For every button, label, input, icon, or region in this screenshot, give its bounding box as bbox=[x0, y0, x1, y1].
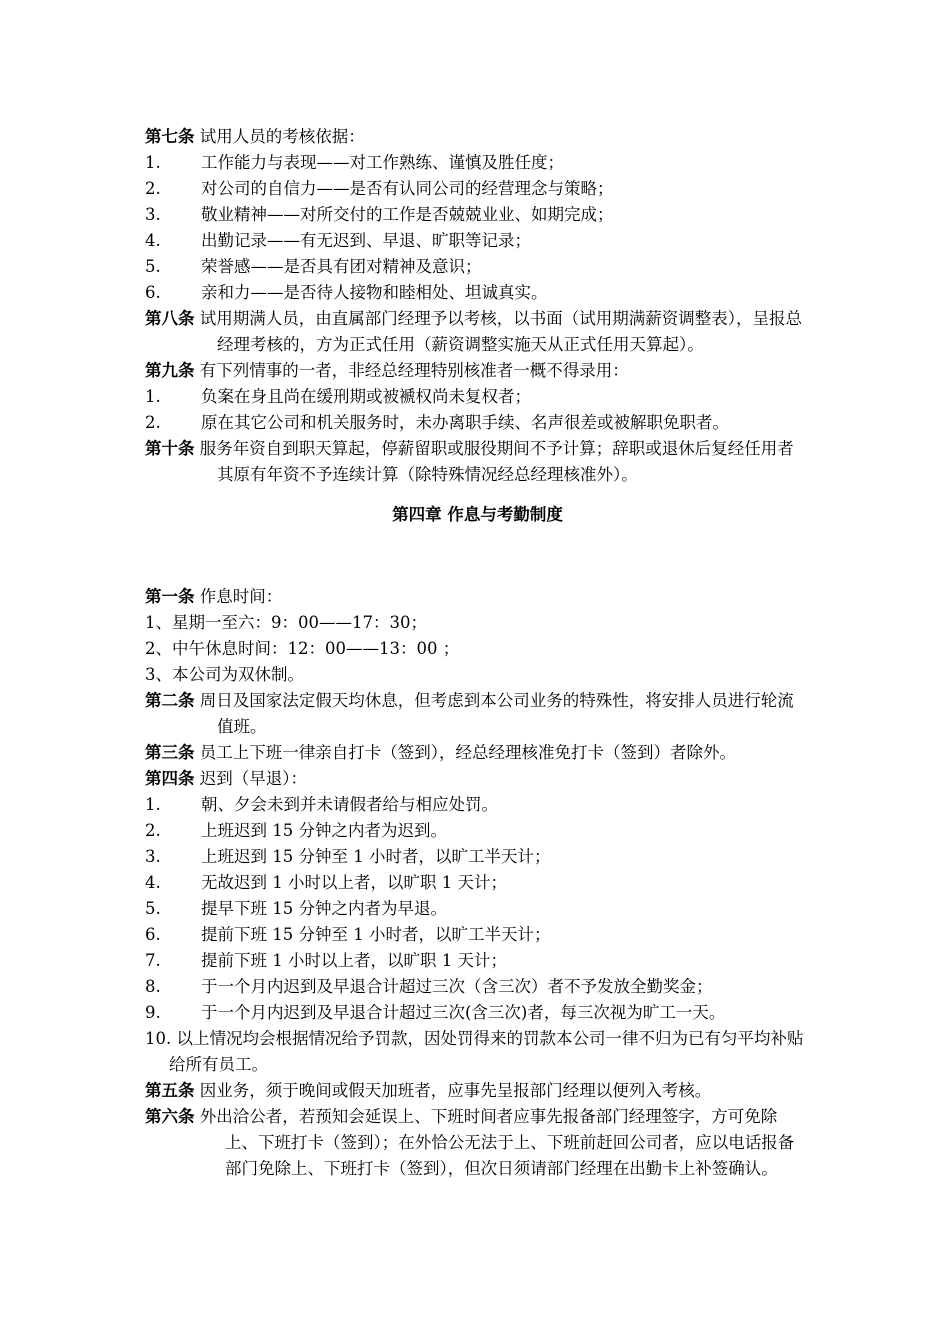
clause-label: 第一条 bbox=[145, 587, 195, 606]
list-item bbox=[145, 792, 810, 818]
article-8 bbox=[145, 306, 810, 358]
list-number: 7. bbox=[145, 951, 161, 970]
list-item bbox=[145, 254, 810, 280]
article-label: 第九条 bbox=[145, 361, 195, 380]
list-text: 负案在身且尚在缓刑期或被褫权尚未复权者； bbox=[201, 387, 531, 406]
list-text: 工作能力与表现——对工作熟练、谨慎及胜任度； bbox=[201, 153, 564, 172]
clause-6 bbox=[145, 1104, 810, 1182]
list-item-10: 10. 以上情况均会根据情况给予罚款，因处罚得来的罚款本公司一律不归为已有匀平均补贴给所有员工。 bbox=[145, 1029, 804, 1074]
article-text: 服务年资自到职天算起，停薪留职或服役期间不予计算；辞职或退休后复经任用者其原有年资不予连续计算（除特殊情况经总经理核准外）。 bbox=[199, 439, 794, 484]
list-text: 亲和力——是否待人接物和睦相处、坦诚真实。 bbox=[201, 283, 548, 302]
article-label: 第十条 bbox=[145, 439, 195, 458]
clause-5 bbox=[145, 1078, 810, 1104]
list-item: 3、本公司为双休制。 bbox=[145, 665, 304, 684]
article-text: 试用期满人员，由直属部门经理予以考核，以书面（试用期满薪资调整表），呈报总经理考核的，方为正式任用（薪资调整实施天从正式任用天算起）。 bbox=[199, 309, 802, 354]
list-text: 提早下班 15 分钟之内者为早退。 bbox=[201, 899, 447, 918]
list-text: 朝、夕会未到并未请假者给与相应处罚。 bbox=[201, 795, 498, 814]
list-text: 敬业精神——对所交付的工作是否兢兢业业、如期完成； bbox=[201, 205, 614, 224]
list-number: 2. bbox=[145, 413, 161, 432]
document-body bbox=[145, 124, 810, 1182]
clause-label: 第二条 bbox=[145, 691, 195, 710]
clause-label: 第六条 bbox=[145, 1107, 195, 1126]
list-text: 无故迟到 1 小时以上者，以旷职 1 天计； bbox=[201, 873, 507, 892]
list-number: 2. bbox=[145, 821, 161, 840]
list-text: 提前下班 15 分钟至 1 小时者，以旷工半天计； bbox=[201, 925, 551, 944]
clause-4 bbox=[145, 766, 810, 792]
article-label: 第七条 bbox=[145, 127, 195, 146]
list-item bbox=[145, 974, 810, 1000]
list-number: 3. bbox=[145, 847, 161, 866]
clause-3 bbox=[145, 740, 810, 766]
list-item bbox=[145, 922, 810, 948]
list-text: 于一个月内迟到及早退合计超过三次(含三次)者，每三次视为旷工一天。 bbox=[201, 1003, 726, 1022]
list-item bbox=[145, 150, 810, 176]
list-number: 6. bbox=[145, 925, 161, 944]
list-text: 出勤记录——有无迟到、早退、旷职等记录； bbox=[201, 231, 531, 250]
list-item: 2、中午休息时间：12：00——13：00 ； bbox=[145, 639, 460, 658]
list-number: 4. bbox=[145, 873, 161, 892]
article-7 bbox=[145, 124, 810, 150]
clause-2 bbox=[145, 688, 810, 740]
article-label: 第八条 bbox=[145, 309, 195, 328]
list-number: 5. bbox=[145, 899, 161, 918]
list-item bbox=[145, 1000, 810, 1026]
clause-text: 作息时间： bbox=[199, 587, 283, 606]
list-number: 4. bbox=[145, 231, 161, 250]
list-number: 1. bbox=[145, 387, 161, 406]
list-number: 8. bbox=[145, 977, 161, 996]
list-text: 荣誉感——是否具有团对精神及意识； bbox=[201, 257, 482, 276]
list-number: 1. bbox=[145, 153, 161, 172]
list-item bbox=[145, 202, 810, 228]
spacer bbox=[145, 528, 810, 584]
list-text: 上班迟到 15 分钟至 1 小时者，以旷工半天计； bbox=[201, 847, 551, 866]
clause-label: 第四条 bbox=[145, 769, 195, 788]
article-10 bbox=[145, 436, 810, 488]
list-text: 原在其它公司和机关服务时，未办离职手续、名声很差或被解职免职者。 bbox=[201, 413, 729, 432]
article-text: 试用人员的考核依据： bbox=[199, 127, 365, 146]
list-item bbox=[145, 280, 810, 306]
list-item bbox=[145, 410, 810, 436]
list-number: 9. bbox=[145, 1003, 161, 1022]
list-item bbox=[145, 948, 810, 974]
list-text: 于一个月内迟到及早退合计超过三次（含三次）者不予发放全勤奖金； bbox=[201, 977, 713, 996]
clause-text: 因业务，须于晚间或假天加班者，应事先呈报部门经理以便列入考核。 bbox=[199, 1081, 712, 1100]
list-item bbox=[145, 844, 810, 870]
list-item bbox=[145, 176, 810, 202]
list-item bbox=[145, 870, 810, 896]
list-item bbox=[145, 384, 810, 410]
article-9 bbox=[145, 358, 810, 384]
clause-text: 员工上下班一律亲自打卡（签到），经总经理核准免打卡（签到）者除外。 bbox=[199, 743, 736, 762]
clause-label: 第三条 bbox=[145, 743, 195, 762]
chapter-title: 第四章 作息与考勤制度 bbox=[392, 505, 563, 524]
list-number: 5. bbox=[145, 257, 161, 276]
article-text: 有下列情事的一者，非经总经理特别核准者一概不得录用： bbox=[199, 361, 629, 380]
list-item bbox=[145, 228, 810, 254]
list-text: 提前下班 1 小时以上者，以旷职 1 天计； bbox=[201, 951, 507, 970]
list-number: 2. bbox=[145, 179, 161, 198]
list-item bbox=[145, 896, 810, 922]
list-text: 上班迟到 15 分钟之内者为迟到。 bbox=[201, 821, 447, 840]
list-number: 3. bbox=[145, 205, 161, 224]
list-number: 6. bbox=[145, 283, 161, 302]
clause-text: 周日及国家法定假天均休息，但考虑到本公司业务的特殊性，将安排人员进行轮流值班。 bbox=[199, 691, 794, 736]
clause-1 bbox=[145, 584, 810, 610]
list-text: 对公司的自信力——是否有认同公司的经营理念与策略； bbox=[201, 179, 614, 198]
clause-label: 第五条 bbox=[145, 1081, 195, 1100]
list-item bbox=[145, 818, 810, 844]
list-number: 1. bbox=[145, 795, 161, 814]
clause-text: 外出洽公者，若预知会延误上、下班时间者应事先报备部门经理签字，方可免除上、下班打卡（签到）；在外恰公无法于上、下班前赶回公司者，应以电话报备部门免除上、下班打卡（签到），但次日须请部门经理在出勤卡上补签确认。 bbox=[199, 1107, 795, 1178]
list-item: 1、星期一至六：9：00——17：30； bbox=[145, 613, 427, 632]
clause-text: 迟到（早退）： bbox=[199, 769, 307, 788]
